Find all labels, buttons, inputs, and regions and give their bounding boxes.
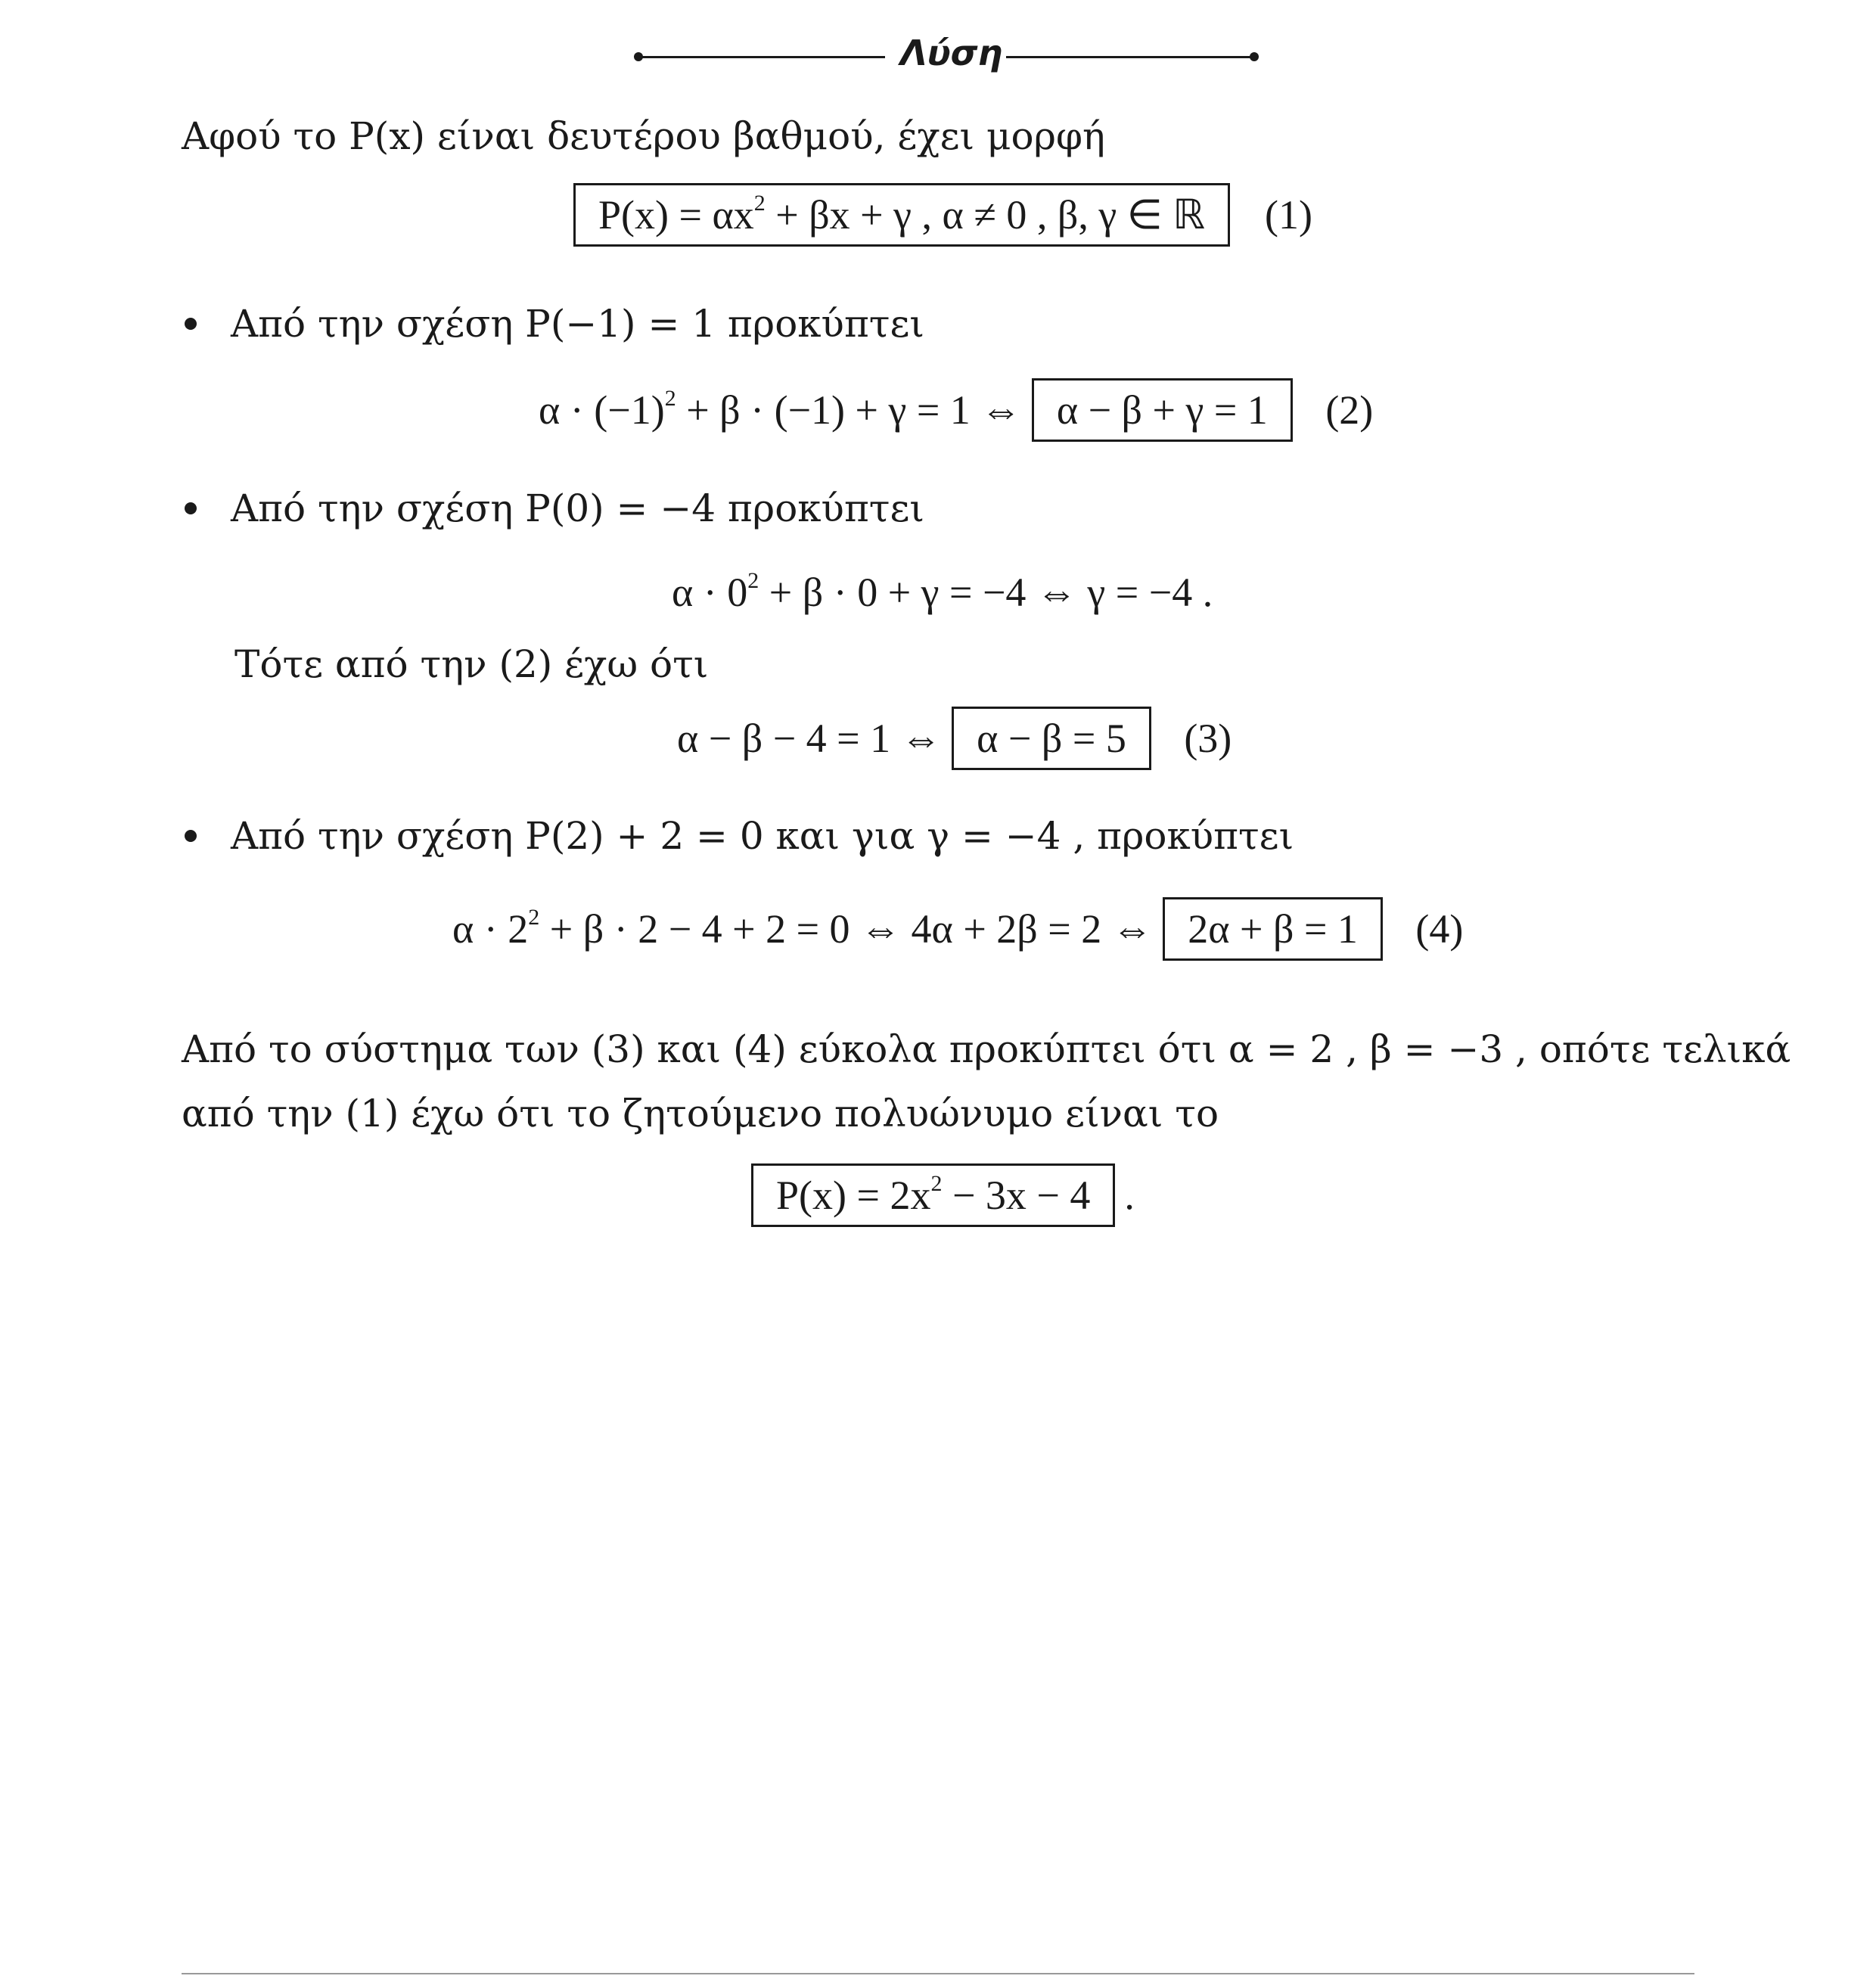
final-answer <box>751 1163 1135 1227</box>
header-title: Λύση <box>900 33 1003 73</box>
equation-2-left-b: + β · (−1) + γ = 1 ⇔ <box>676 387 1022 433</box>
equation-1-lhs: P(x) = αx <box>598 192 754 238</box>
equation-3-tag: (3) <box>1184 716 1232 761</box>
final-answer-lhs: P(x) = 2x <box>776 1173 931 1218</box>
equation-4: $\alpha \cdot 2^2 + \beta \cdot 2 - 4 + 2 = 0$ ⇔ 4α + 2β = 2 ⇔ 2α + β = 1 (4) <box>452 897 1463 961</box>
equation-1-box: $P(x) = \alpha x^2 + \beta x + \gamma$ , α ≠ 0 , β, γ ∈ ℝ <box>573 183 1230 247</box>
header-rule-left <box>638 56 885 58</box>
equation-2-tag: (2) <box>1325 387 1374 433</box>
equation-1 <box>573 183 1312 247</box>
equation-4-left-a: α · 2 <box>452 906 529 952</box>
equation-1-tag: (1) <box>1264 192 1312 238</box>
bullet-1 <box>185 318 197 330</box>
conclusion-line-2: από την (1) έχω ότι το ζητούμενο πολυώνυμο είναι το <box>182 1092 1219 1135</box>
equation-4-box: 2α + β = 1 <box>1163 897 1383 961</box>
bullet-1-text: Από την σχέση P(−1) = 1 προκύπτει <box>231 302 924 346</box>
final-answer-box: $P(x) = 2x^2 - 3x - 4$ <box>751 1163 1115 1227</box>
final-answer-rest: − 3x − 4 <box>942 1173 1091 1218</box>
conclusion-line-1: Από το σύστημα των (3) και (4) εύκολα προκύπτει ότι α = 2 , β = −3 , οπότε τελικά <box>182 1027 1791 1071</box>
equation-1-rest: + βx + γ , α ≠ 0 , β, γ ∈ ℝ <box>765 192 1206 238</box>
equation-2-left-a: α · (−1) <box>539 387 665 433</box>
equation-2-box: α − β + γ = 1 <box>1032 378 1293 442</box>
equation-4-left-b: + β · 2 − 4 + 2 = 0 ⇔ 4α + 2β = 2 ⇔ <box>539 906 1153 952</box>
bullet-3-text: Από την σχέση P(2) + 2 = 0 και για γ = −4 , προκύπτει <box>231 814 1294 858</box>
equation-4-tag: (4) <box>1415 906 1464 952</box>
equation-gamma-left-b: + β · 0 + γ = −4 ⇔ γ = −4 . <box>759 570 1213 615</box>
bullet-2-text: Από την σχέση P(0) = −4 προκύπτει <box>231 486 924 530</box>
equation-gamma: $\alpha \cdot 0^2 + \beta \cdot 0 + \gamma = -4$ ⇔ γ = −4 . <box>672 568 1213 615</box>
equation-3 <box>677 707 1232 770</box>
header-rule-right <box>1006 56 1253 58</box>
then-text: Τότε από την (2) έχω ότι <box>234 642 709 686</box>
section-header <box>0 23 1876 83</box>
equation-gamma-left-a: α · 0 <box>672 570 748 615</box>
rule-dot-right <box>1250 52 1259 61</box>
bullet-3 <box>185 830 197 842</box>
equation-3-left: α − β − 4 = 1 ⇔ <box>677 716 942 761</box>
final-answer-period: . <box>1124 1173 1135 1218</box>
equation-2: $\alpha \cdot (-1)^2 + \beta \cdot (-1) + \gamma = 1$ ⇔ α − β + γ = 1 (2) <box>539 378 1373 442</box>
equation-3-box: α − β = 5 <box>952 707 1151 770</box>
bullet-2 <box>185 502 197 514</box>
intro-text: Αφού το P(x) είναι δευτέρου βαθμού, έχει μορφή <box>182 114 1105 158</box>
footer-rule <box>182 1973 1694 1974</box>
